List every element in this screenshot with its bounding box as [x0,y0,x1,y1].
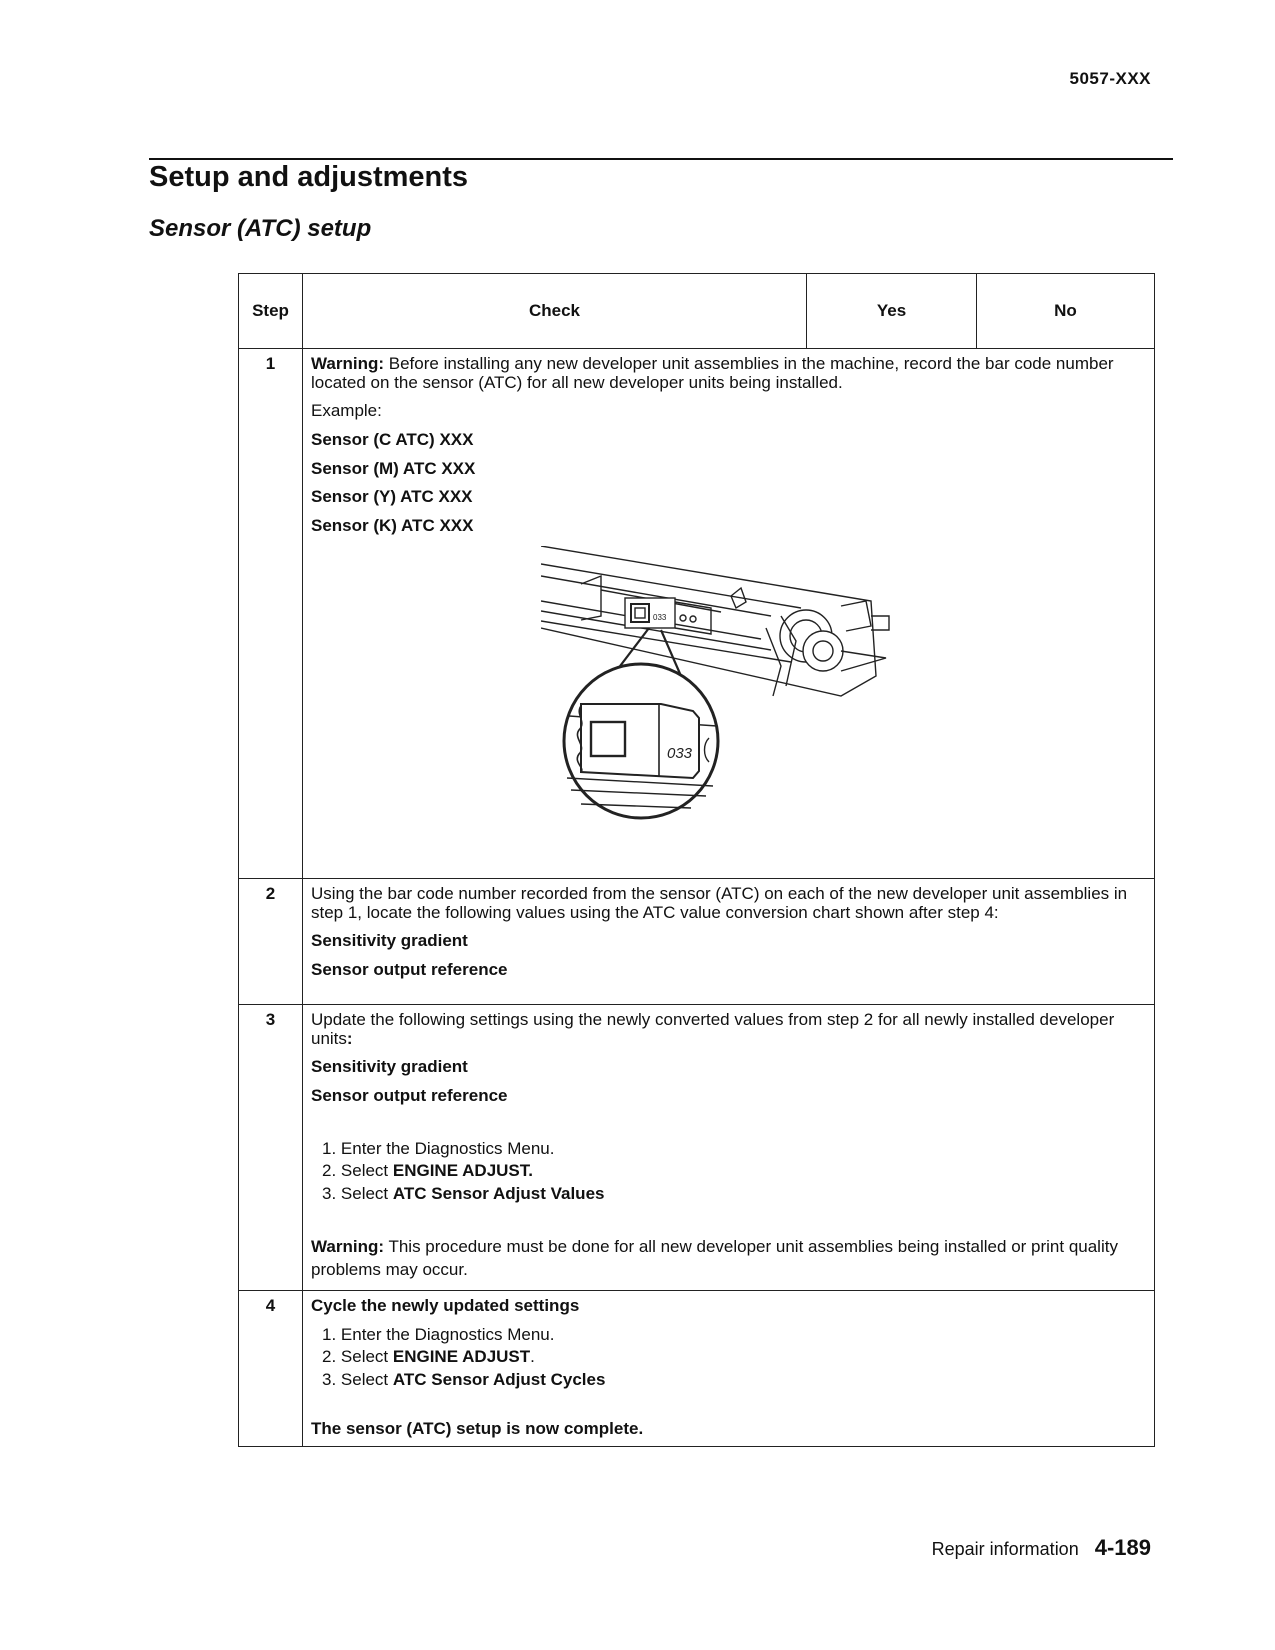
step-text-colon: : [346,1028,353,1048]
sensor-label-small: 033 [653,612,667,622]
step-text: Using the bar code number recorded from the sensor (ATC) on each of the new developer unit assemblies in step 1, locate the following values using the ATC value conversion chart shown after step 4: [311,884,1128,922]
example-sensor-k: Sensor (K) ATC XXX [311,516,474,536]
procedure-text: 1. Enter the Diagnostics Menu. [322,1324,555,1344]
page-number: 4-189 [1094,1535,1151,1560]
warning-paragraph [311,355,1146,392]
completion-note: The sensor (ATC) setup is now complete. [311,1418,644,1438]
warning-label: Warning: [311,1236,385,1256]
setting-sensitivity-gradient: Sensitivity gradient [311,1057,468,1077]
procedure-command: ATC Sensor Adjust Cycles [392,1370,606,1390]
section-title: Setup and adjustments [149,161,469,193]
table-row-step-2 [239,879,1155,1005]
step-number: 2 [239,879,303,1005]
header-check: Check [303,274,807,349]
header-step: Step [239,274,303,349]
table-header-row [239,274,1155,349]
sensor-label-magnified: 033 [667,744,693,762]
procedure-item [322,1326,1146,1345]
setting-sensor-output-reference: Sensor output reference [311,1086,508,1106]
procedure-text: 3. Select [322,1370,393,1390]
procedure-item [322,1162,1146,1181]
warning-text: Before installing any new developer unit assemblies in the machine, record the bar code number located on the sensor (ATC) for all new developer units being installed. [311,354,1114,392]
procedure-list [322,1140,1146,1204]
procedure-item [322,1348,1146,1367]
procedure-text: 2. Select [322,1161,393,1181]
header-no: No [977,274,1155,349]
procedure-command: ATC Sensor Adjust Values [392,1184,605,1204]
procedure-text: 2. Select [322,1347,393,1367]
title-rule [149,158,1173,160]
procedure-table [238,273,1155,1447]
value-sensor-output-reference: Sensor output reference [311,960,508,980]
page-footer [932,1535,1151,1561]
procedure-suffix: . [530,1347,535,1367]
step-number: 4 [239,1291,303,1447]
table-row-step-1 [239,349,1155,879]
procedure-command: ENGINE ADJUST. [392,1161,533,1181]
document-code: 5057-XXX [1069,69,1151,88]
procedure-item [322,1140,1146,1159]
subsection-title: Sensor (ATC) setup [149,215,372,242]
header-yes: Yes [807,274,977,349]
warning-paragraph [311,1236,1146,1282]
procedure-text: 3. Select [322,1184,393,1204]
cycle-title: Cycle the newly updated settings [311,1296,580,1315]
footer-section: Repair information [931,1539,1079,1559]
example-sensor-y: Sensor (Y) ATC XXX [311,487,473,507]
example-sensor-c: Sensor (C ATC) XXX [311,430,474,450]
procedure-list [322,1326,1146,1390]
procedure-item [322,1371,1146,1390]
step-check-cell [303,1291,1155,1447]
example-sensor-m: Sensor (M) ATC XXX [311,458,476,478]
procedure-command: ENGINE ADJUST [392,1347,531,1367]
step-number: 3 [239,1005,303,1291]
step-check-cell [303,349,1155,879]
warning-text: This procedure must be done for all new developer unit assemblies being installed or print quality problems may occur. [311,1236,1118,1279]
step-check-cell [303,1005,1155,1291]
step-number: 1 [239,349,303,879]
step-text-body: Update the following settings using the newly converted values from step 2 for all newly installed developer units [311,1010,1115,1048]
value-sensitivity-gradient: Sensitivity gradient [311,931,468,951]
step-check-cell [303,879,1155,1005]
step-text [311,1011,1146,1048]
example-label: Example: [311,401,382,421]
procedure-item [322,1185,1146,1204]
warning-label: Warning: [311,354,385,373]
developer-unit-illustration [541,546,911,826]
table-row-step-3 [239,1005,1155,1291]
table-row-step-4 [239,1291,1155,1447]
procedure-text: 1. Enter the Diagnostics Menu. [322,1138,555,1158]
